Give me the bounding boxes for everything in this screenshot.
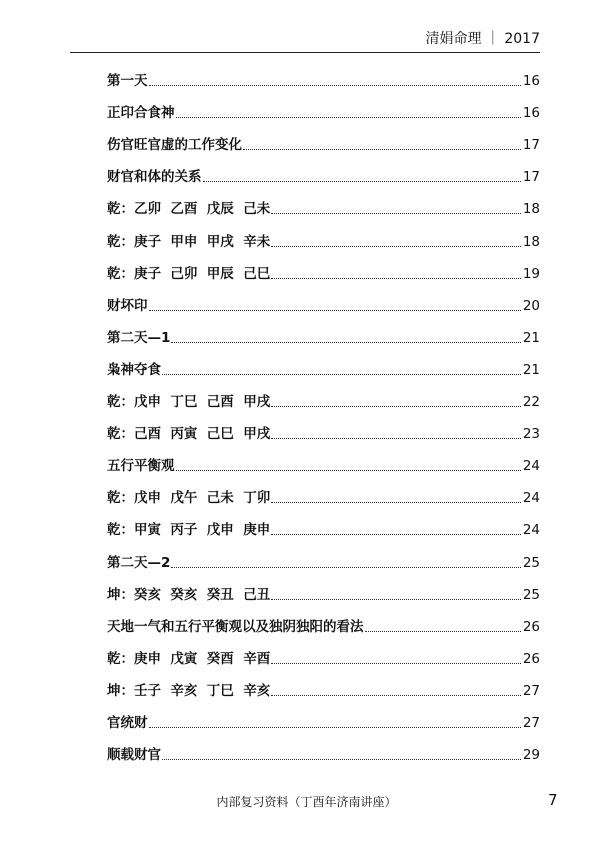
footer-text: 内部复习资料（丁酉年济南讲座） <box>216 795 397 809</box>
toc-entry[interactable] <box>107 507 540 539</box>
toc-entry-page: 25 <box>522 554 540 571</box>
toc-entry[interactable] <box>107 283 540 315</box>
toc-entry-page: 26 <box>522 618 540 635</box>
toc-entry-title: 第二天—2 <box>107 554 171 571</box>
toc-entry[interactable] <box>107 379 540 411</box>
toc-entry[interactable] <box>107 604 540 636</box>
toc-entry-title: 顺载财官 <box>107 747 161 764</box>
toc-entry-page: 21 <box>522 361 540 378</box>
table-of-contents <box>107 58 540 764</box>
toc-entry-title: 枭神夺食 <box>107 361 161 378</box>
dot-leader <box>271 695 521 696</box>
dot-leader <box>149 85 521 86</box>
toc-entry[interactable] <box>107 636 540 668</box>
toc-entry[interactable] <box>107 732 540 764</box>
dot-leader <box>171 342 520 343</box>
toc-entry-title: 乾：己酉 丙寅 己巳 甲戌 <box>107 426 271 443</box>
page-number: 7 <box>548 791 558 809</box>
toc-entry-title: 财坏印 <box>107 297 148 314</box>
toc-entry-page: 24 <box>522 522 540 539</box>
toc-entry-title: 第一天 <box>107 73 148 90</box>
toc-entry-title: 乾：庚子 甲申 甲戌 辛未 <box>107 233 271 250</box>
toc-entry[interactable] <box>107 443 540 475</box>
dot-leader <box>271 438 521 439</box>
page-header <box>70 28 540 53</box>
dot-leader <box>365 631 521 632</box>
dot-leader <box>243 149 521 150</box>
toc-entry[interactable] <box>107 154 540 186</box>
dot-leader <box>271 278 521 279</box>
toc-entry[interactable] <box>107 122 540 154</box>
dot-leader <box>149 727 521 728</box>
toc-entry-page: 27 <box>522 714 540 731</box>
toc-entry[interactable] <box>107 315 540 347</box>
dot-leader <box>271 599 521 600</box>
dot-leader <box>271 502 521 503</box>
header-text: 清娟命理 ｜ 2017 <box>425 31 540 47</box>
dot-leader <box>149 310 521 311</box>
toc-entry-title: 乾：甲寅 丙子 戊申 庚申 <box>107 522 271 539</box>
toc-entry-title: 坤：癸亥 癸亥 癸丑 己丑 <box>107 586 271 603</box>
toc-entry[interactable] <box>107 572 540 604</box>
toc-entry-title: 第二天—1 <box>107 329 171 346</box>
dot-leader <box>271 534 521 535</box>
toc-entry[interactable] <box>107 90 540 122</box>
dot-leader <box>162 759 521 760</box>
toc-entry-title: 乾：庚子 己卯 甲辰 己巳 <box>107 265 271 282</box>
toc-entry[interactable] <box>107 475 540 507</box>
toc-entry-page: 22 <box>522 394 540 411</box>
toc-entry[interactable] <box>107 668 540 700</box>
dot-leader <box>271 246 521 247</box>
dot-leader <box>162 374 521 375</box>
toc-entry-page: 20 <box>522 297 540 314</box>
dot-leader <box>271 406 521 407</box>
toc-entry-title: 官统财 <box>107 714 148 731</box>
toc-entry-page: 24 <box>522 458 540 475</box>
dot-leader <box>176 470 521 471</box>
toc-entry[interactable] <box>107 251 540 283</box>
toc-entry-title: 天地一气和五行平衡观以及独阴独阳的看法 <box>107 618 364 635</box>
toc-entry-page: 17 <box>522 137 540 154</box>
toc-entry-page: 17 <box>522 169 540 186</box>
toc-entry-title: 财官和体的关系 <box>107 169 202 186</box>
toc-entry-title: 正印合食神 <box>107 105 175 122</box>
toc-entry-page: 24 <box>522 490 540 507</box>
toc-entry-page: 21 <box>522 329 540 346</box>
toc-entry[interactable] <box>107 411 540 443</box>
toc-entry-page: 29 <box>522 747 540 764</box>
toc-entry-title: 乾：乙卯 乙酉 戊辰 己未 <box>107 201 271 218</box>
page-footer <box>0 793 613 811</box>
dot-leader <box>171 567 520 568</box>
toc-entry-page: 25 <box>522 586 540 603</box>
toc-entry-title: 乾：庚申 戊寅 癸酉 辛酉 <box>107 650 271 667</box>
dot-leader <box>271 663 521 664</box>
toc-entry-title: 伤官旺官虚的工作变化 <box>107 137 242 154</box>
toc-entry-page: 19 <box>522 265 540 282</box>
toc-entry[interactable] <box>107 218 540 250</box>
toc-entry-page: 18 <box>522 201 540 218</box>
toc-entry-title: 乾：戊申 丁巳 己酉 甲戌 <box>107 394 271 411</box>
toc-entry-title: 乾：戊申 戊午 己未 丁卯 <box>107 490 271 507</box>
toc-entry-page: 16 <box>522 73 540 90</box>
toc-entry[interactable] <box>107 58 540 90</box>
toc-entry-page: 23 <box>522 426 540 443</box>
toc-entry-page: 26 <box>522 650 540 667</box>
toc-entry[interactable] <box>107 700 540 732</box>
toc-entry-page: 18 <box>522 233 540 250</box>
toc-entry[interactable] <box>107 186 540 218</box>
dot-leader <box>203 181 521 182</box>
toc-entry-title: 坤：壬子 辛亥 丁巳 辛亥 <box>107 682 271 699</box>
toc-entry[interactable] <box>107 347 540 379</box>
toc-entry-page: 27 <box>522 682 540 699</box>
toc-entry-title: 五行平衡观 <box>107 458 175 475</box>
dot-leader <box>271 213 521 214</box>
dot-leader <box>176 117 521 118</box>
toc-entry-page: 16 <box>522 105 540 122</box>
toc-entry[interactable] <box>107 539 540 571</box>
